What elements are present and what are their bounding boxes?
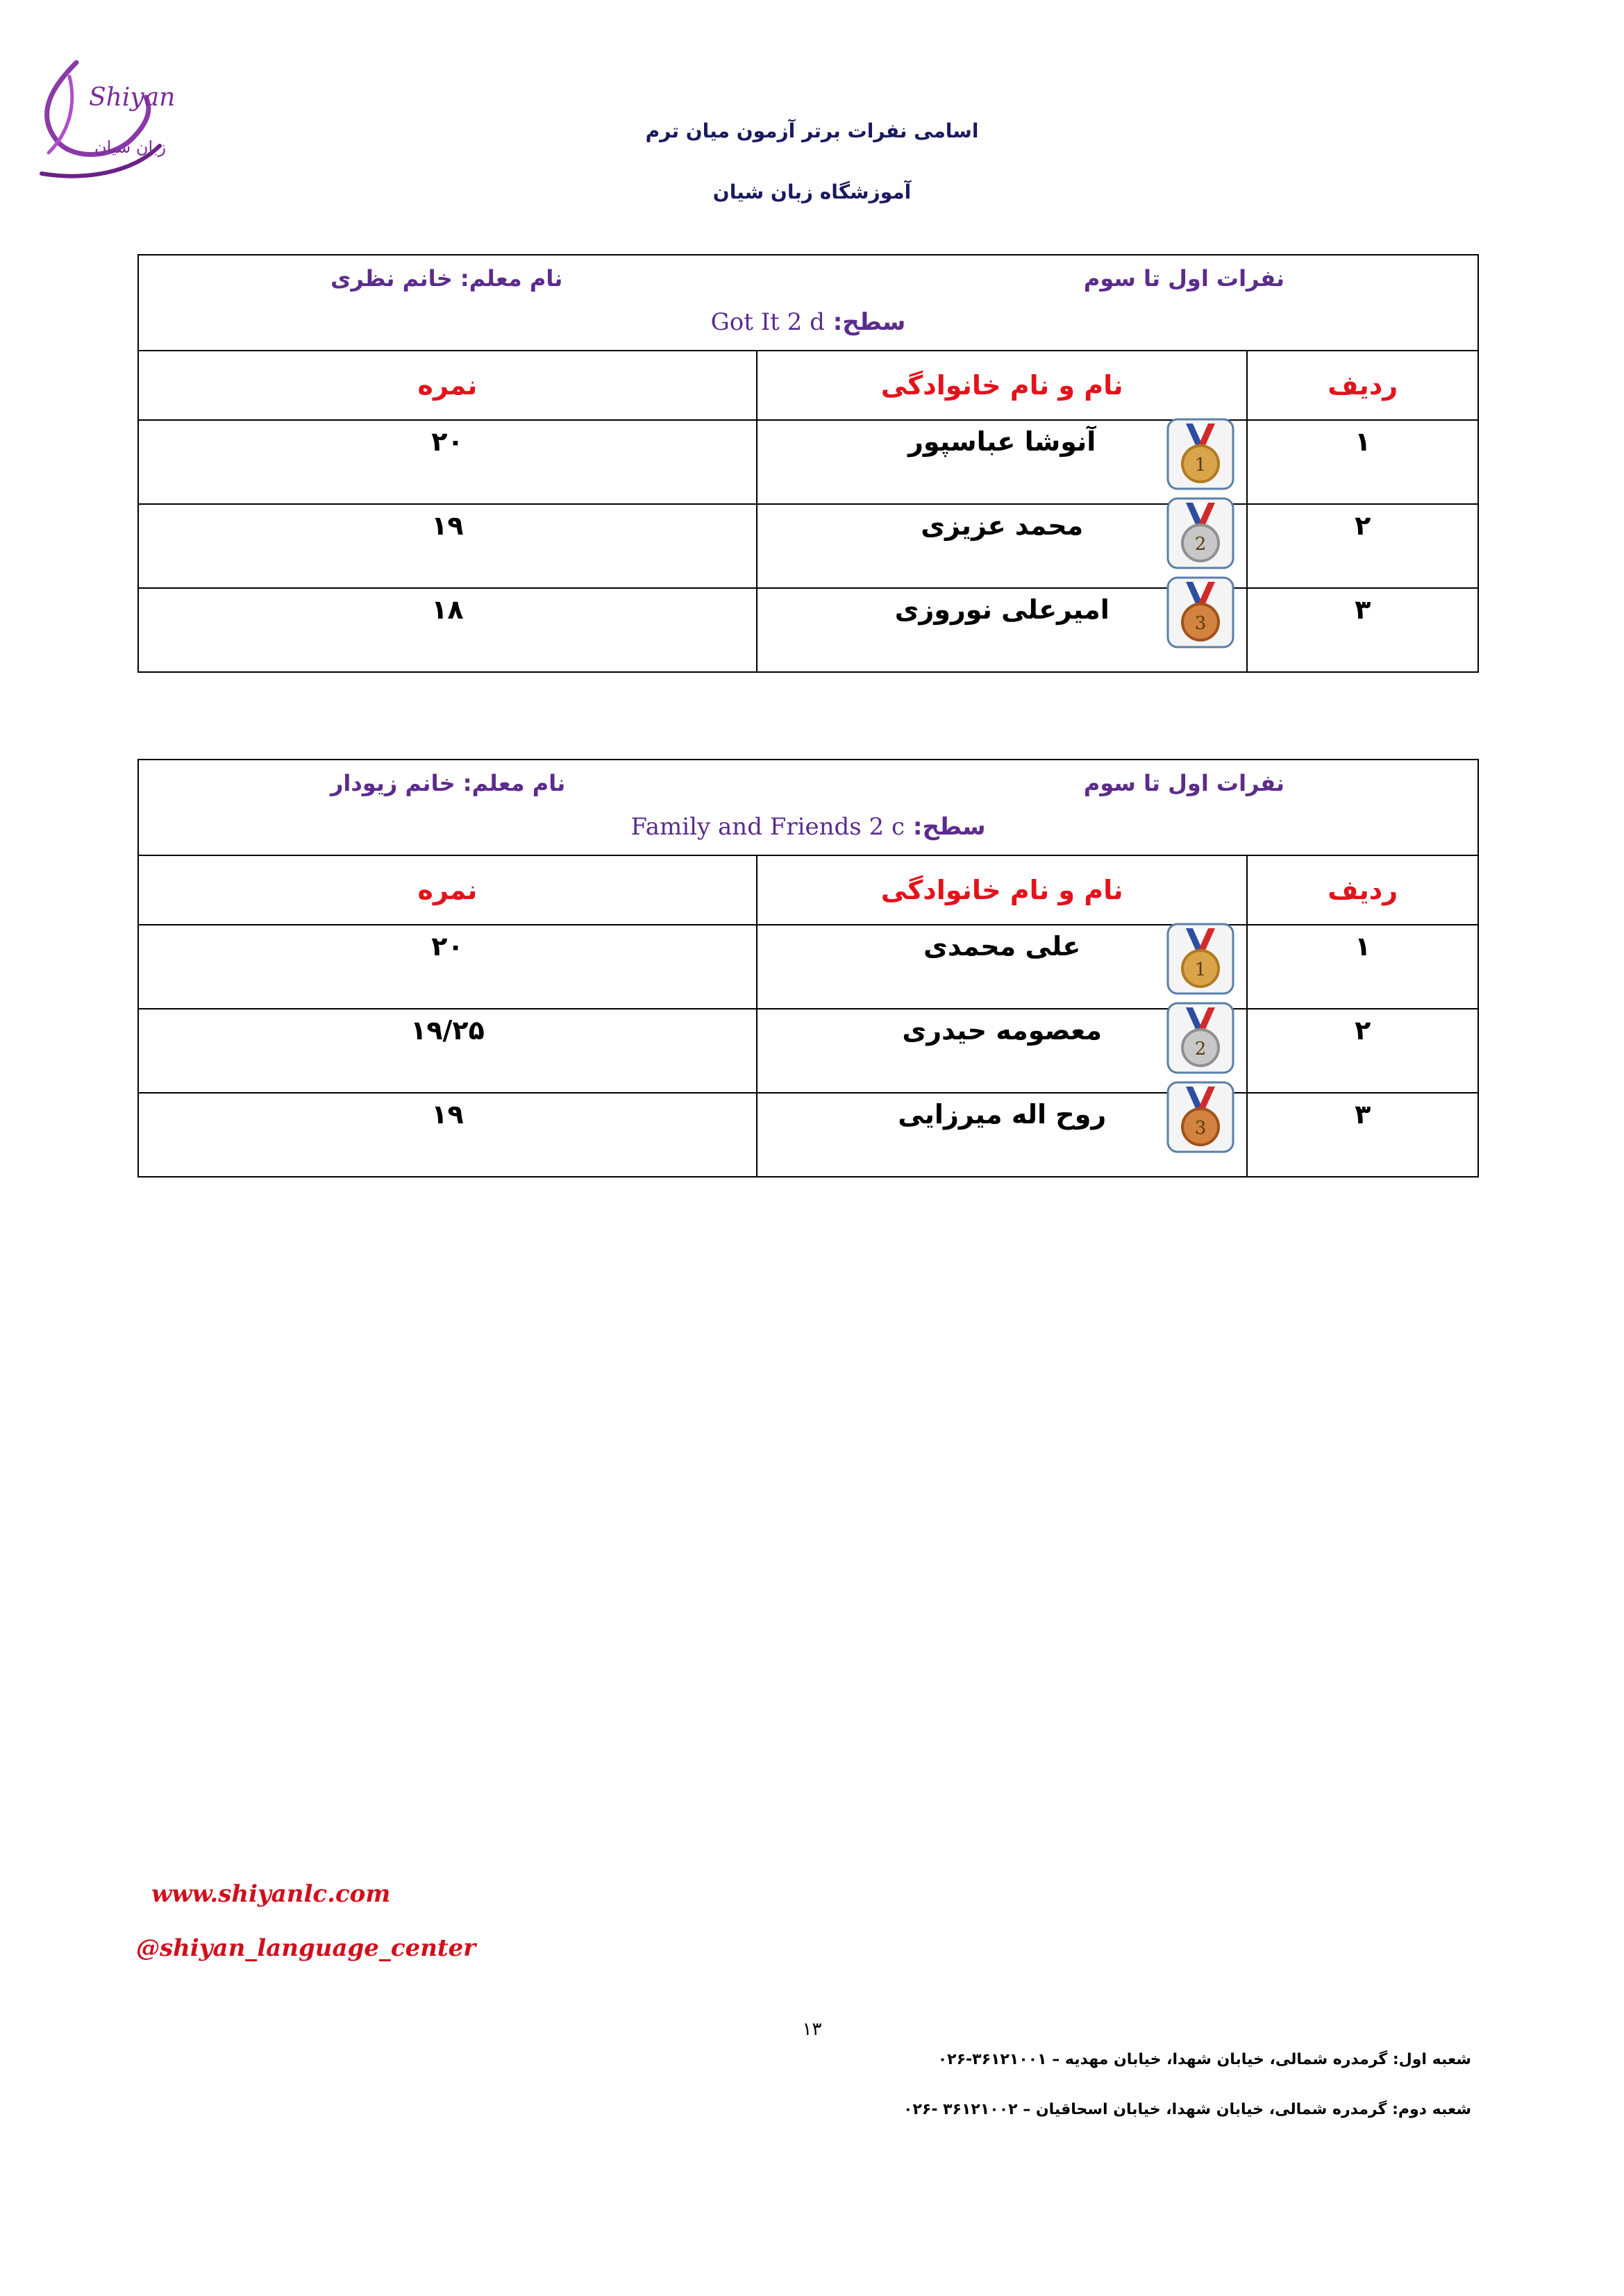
table-row (138, 1093, 1478, 1177)
gold-medal-icon (1166, 923, 1234, 995)
header-rank: ردیف (1247, 351, 1478, 420)
score-cell: ۲۰ (138, 420, 757, 504)
silver-medal-icon (1166, 497, 1234, 569)
rank-cell: ۲ (1247, 504, 1478, 588)
student-name: امیرعلی نوروزی (894, 594, 1110, 625)
svg-text:1: 1 (1194, 960, 1207, 980)
level-value: Family and Friends 2 c (630, 813, 905, 841)
table-meta (138, 255, 1478, 351)
score-cell: ۱۹ (138, 1093, 757, 1177)
page-number: ۱۳ (802, 2019, 822, 2040)
student-name: روح اله میرزایی (898, 1099, 1107, 1130)
table-meta (138, 760, 1478, 855)
branch-1-address: شعبه اول: گرمدره شمالی، خیابان شهدا، خیابان مهدیه – ۳۶۱۲۱۰۰۱-۰۲۶ (937, 2051, 1471, 2068)
ranking-table-2 (137, 759, 1479, 1178)
score-cell: ۱۹ (138, 504, 757, 588)
level (139, 308, 1477, 336)
bronze-medal-icon (1166, 1081, 1234, 1153)
rank-cell: ۳ (1247, 1093, 1478, 1177)
gold-medal-icon (1166, 418, 1234, 490)
svg-text:3: 3 (1194, 613, 1207, 634)
teacher (330, 265, 562, 292)
header-name: نام و نام خانوادگی (757, 855, 1248, 925)
silver-medal-icon (1166, 1002, 1234, 1074)
student-name: آنوشا عباسپور (908, 426, 1096, 457)
page-title: اسامی نفرات برتر آزمون میان ترم (645, 119, 979, 142)
logo-text-fa: زبان شیان (94, 137, 167, 157)
table-row (138, 1009, 1478, 1093)
rank-cell: ۳ (1247, 588, 1478, 672)
rank-cell: ۱ (1247, 925, 1478, 1009)
instagram-link[interactable]: @shiyan_language_center (136, 1934, 476, 1962)
ranking-table-1 (137, 254, 1479, 673)
level-label: سطح: (912, 813, 986, 841)
level-label: سطح: (832, 308, 906, 336)
score-cell: ۱۹/۲۵ (138, 1009, 757, 1093)
svg-text:2: 2 (1194, 534, 1207, 555)
teacher-label: نام معلم: (460, 265, 563, 292)
rank-cell: ۲ (1247, 1009, 1478, 1093)
website-link[interactable]: www.shiyanlc.com (151, 1880, 391, 1908)
logo-text: Shiyan (89, 83, 176, 112)
score-cell: ۱۸ (138, 588, 757, 672)
branch-2-address: شعبه دوم: گرمدره شمالی، خیابان شهدا، خیابان اسحاقیان – ۳۶۱۲۱۰۰۲ -۰۲۶ (903, 2101, 1471, 2118)
bronze-medal-icon (1166, 576, 1234, 648)
table-row (138, 588, 1478, 672)
top-ranks-label: نفرات اول تا سوم (1083, 265, 1284, 292)
svg-text:3: 3 (1194, 1118, 1207, 1139)
student-name: علی محمدی (923, 931, 1081, 962)
svg-text:1: 1 (1194, 455, 1207, 476)
teacher (330, 770, 565, 796)
teacher-label: نام معلم: (462, 770, 566, 796)
teacher-value: خانم زیودار (330, 770, 455, 796)
header-name: نام و نام خانوادگی (757, 351, 1248, 420)
student-name: معصومه حیدری (902, 1015, 1103, 1046)
header-score: نمره (138, 855, 757, 925)
page-subtitle: آموزشگاه زبان شیان (712, 181, 912, 203)
level-value: Got It 2 d (710, 308, 825, 336)
table-row (138, 504, 1478, 588)
header-score: نمره (138, 351, 757, 420)
level (139, 813, 1477, 841)
score-cell: ۲۰ (138, 925, 757, 1009)
table-row (138, 420, 1478, 504)
header-rank: ردیف (1247, 855, 1478, 925)
svg-text:2: 2 (1194, 1039, 1207, 1059)
top-ranks-label: نفرات اول تا سوم (1083, 770, 1284, 796)
table-row (138, 925, 1478, 1009)
rank-cell: ۱ (1247, 420, 1478, 504)
student-name: محمد عزیزی (921, 510, 1084, 541)
teacher-value: خانم نظری (330, 265, 453, 292)
